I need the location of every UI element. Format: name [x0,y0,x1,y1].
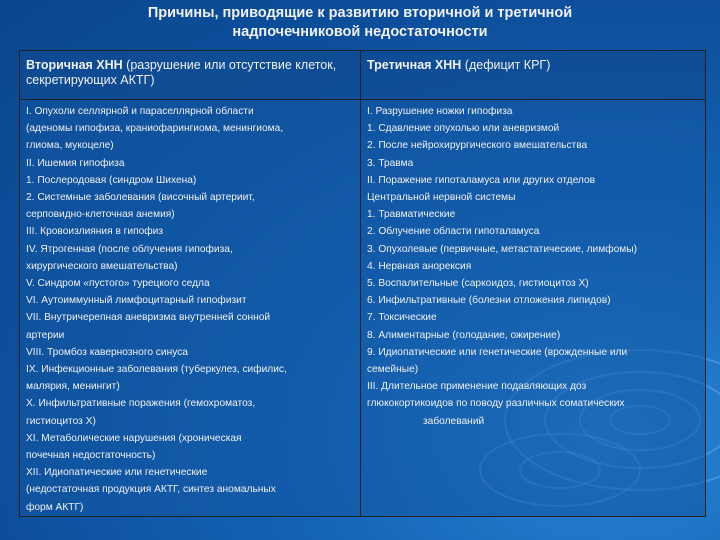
header-secondary-rest: (разрушение или отсутствие клеток, секретирующих АКТГ) [26,58,337,87]
secondary-cause-line: XI. Метаболические нарушения (хроническая [26,432,242,444]
table-header-row [20,51,706,100]
title-line-1: Причины, приводящие к развитию вторичной и третичной [147,5,573,21]
header-tertiary-rest: (дефицит КРГ) [461,58,551,72]
header-tertiary-bold: Третичная ХНН [367,58,462,72]
secondary-cause-line: IX. Инфекционные заболевания (туберкулез, сифилис, [26,364,287,376]
secondary-cause-line: V. Синдром «пустого» турецкого седла [26,278,210,290]
tertiary-cause-line: 2. После нейрохирургического вмешательства [367,140,588,152]
secondary-cause-line: глиома, мукоцеле) [26,140,114,152]
tertiary-cause-line: глюкокортикоидов по поводу различных соматических [367,398,625,410]
secondary-cause-line: форм АКТГ) [26,501,84,513]
secondary-cause-line: (недостаточная продукция АКТГ, синтез аномальных [26,484,276,496]
secondary-cause-line: почечная недостаточность) [26,450,156,462]
secondary-cause-line: артерии [26,329,65,341]
causes-table [19,50,706,517]
tertiary-cause-line: 7. Токсические [367,312,437,324]
secondary-cause-line: малярия, менингит) [26,381,120,393]
secondary-cause-line: VII. Внутричерепная аневризма внутренней сонной [26,312,271,324]
secondary-cause-line: IV. Ятрогенная (после облучения гипофиза, [26,243,233,255]
secondary-cause-line: VIII. Тромбоз кавернозного синуса [26,346,188,358]
tertiary-cause-line: 1. Сдавление опухолью или аневризмой [367,123,560,135]
secondary-cause-line: X. Инфильтративные поражения (гемохроматоз, [26,398,256,410]
secondary-cause-line: 2. Системные заболевания (височный артериит, [26,192,255,204]
tertiary-cause-line: Центральной нервной системы [367,192,516,204]
tertiary-cause-line: III. Длительное применение подавляющих доз [367,381,587,393]
secondary-cause-line: 1. Послеродовая (синдром Шихена) [26,174,197,186]
tertiary-cause-line: 3. Травма [367,157,414,169]
table-body-row [20,100,706,517]
secondary-cause-line: VI. Аутоиммунный лимфоцитарный гипофизит [26,295,247,307]
header-secondary-insufficiency [20,51,361,100]
tertiary-cause-line: 4. Нервная анорексия [367,260,472,272]
secondary-cause-line: (аденомы гипофиза, краниофарингиома, менингиома, [26,123,284,135]
secondary-causes-cell [20,100,361,517]
header-secondary-bold: Вторичная ХНН [26,58,123,72]
title-line-2: надпочечниковой недостаточности [232,24,488,40]
tertiary-cause-line: семейные) [367,364,419,376]
tertiary-cause-line: II. Поражение гипоталамуса или других отделов [367,174,596,186]
secondary-cause-line: серповидно-клеточная анемия) [26,209,175,221]
tertiary-causes-list [367,103,699,413]
tertiary-cause-line: I. Разрушение ножки гипофиза [367,106,513,117]
secondary-cause-line: XII. Идиопатические или генетические [26,467,208,479]
secondary-cause-line: I. Опухоли селлярной и параселлярной области [26,106,254,117]
tertiary-cause-line: 8. Алиментарные (голодание, ожирение) [367,329,561,341]
secondary-cause-line: III. Кровоизлияния в гипофиз [26,226,164,238]
tertiary-cause-line: 6. Инфильтративные (болезни отложения липидов) [367,295,611,307]
tertiary-cause-line: 2. Облучение области гипоталамуса [367,226,540,238]
secondary-causes-list [26,103,354,516]
secondary-cause-line: хирургического вмешательства) [26,260,178,272]
tertiary-causes-cell [361,100,706,517]
tertiary-cause-line: 3. Опухолевые (первичные, метастатические, лимфомы) [367,243,637,255]
header-tertiary-insufficiency [361,51,706,100]
secondary-cause-line: гистиоцитоз X) [26,415,96,427]
secondary-cause-line: II. Ишемия гипофиза [26,157,125,169]
tertiary-cause-line: 9. Идиопатические или генетические (врожденные или [367,346,628,358]
tertiary-causes-last-line: заболеваний [423,415,485,427]
slide-title [0,4,720,42]
tertiary-cause-line: 1. Травматические [367,209,456,221]
tertiary-cause-line: 5. Воспалительные (саркоидоз, гистиоцитоз X) [367,278,589,290]
